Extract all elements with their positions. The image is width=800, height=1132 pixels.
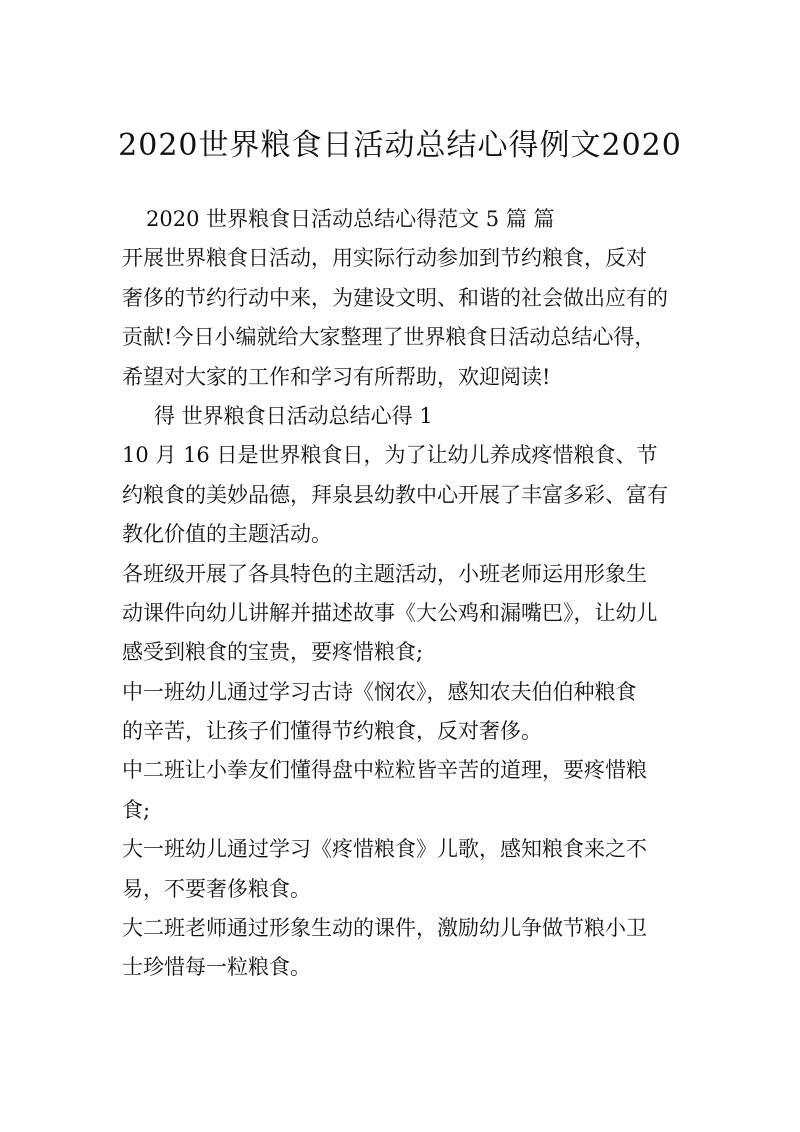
paragraph-line: 10 月 16 日是世界粮食日，为了让幼儿养成疼惜粮食、节 xyxy=(122,443,658,468)
paragraph-line: 希望对大家的工作和学习有所帮助，欢迎阅读! xyxy=(122,364,551,389)
paragraph-line: 易，不要奢侈粮食。 xyxy=(122,876,311,901)
paragraph-line: 中二班让小拳友们懂得盘中粒粒皆辛苦的道理，要疼惜粮 xyxy=(122,758,647,783)
paragraph-line: 士珍惜每一粒粮食。 xyxy=(122,955,311,980)
section-heading: 得 世界粮食日活动总结心得 1 xyxy=(154,403,433,428)
paragraph-line: 动课件向幼儿讲解并描述故事《大公鸡和漏嘴巴》，让幼儿 xyxy=(122,600,658,625)
paragraph-line: 食; xyxy=(122,797,151,822)
paragraph-line: 开展世界粮食日活动，用实际行动参加到节约粮食，反对 xyxy=(122,246,647,271)
document-title: 2020世界粮食日活动总结心得例文2020 xyxy=(118,128,682,163)
subtitle-line: 2020 世界粮食日活动总结心得范文 5 篇 篇 xyxy=(146,207,555,231)
paragraph-line: 奢侈的节约行动中来，为建设文明、和谐的社会做出应有的 xyxy=(122,285,668,310)
paragraph-line: 中一班幼儿通过学习古诗《悯农》，感知农夫伯伯种粮食 xyxy=(122,679,637,704)
paragraph-line: 各班级开展了各具特色的主题活动，小班老师运用形象生 xyxy=(122,561,647,586)
paragraph-line: 约粮食的美妙品德，拜泉县幼教中心开展了丰富多彩、富有 xyxy=(122,482,668,507)
paragraph-line: 教化价值的主题活动。 xyxy=(122,522,332,547)
document-body xyxy=(122,200,694,988)
paragraph-line: 大一班幼儿通过学习《疼惜粮食》儿歌，感知粮食来之不 xyxy=(122,837,647,862)
paragraph-line: 的辛苦，让孩子们懂得节约粮食，反对奢侈。 xyxy=(122,719,542,744)
paragraph-line: 贡献!今日小编就给大家整理了世界粮食日活动总结心得， xyxy=(122,325,656,350)
paragraph-line: 大二班老师通过形象生动的课件，激励幼儿争做节粮小卫 xyxy=(122,916,647,941)
paragraph-line: 感受到粮食的宝贵，要疼惜粮食; xyxy=(122,640,424,665)
